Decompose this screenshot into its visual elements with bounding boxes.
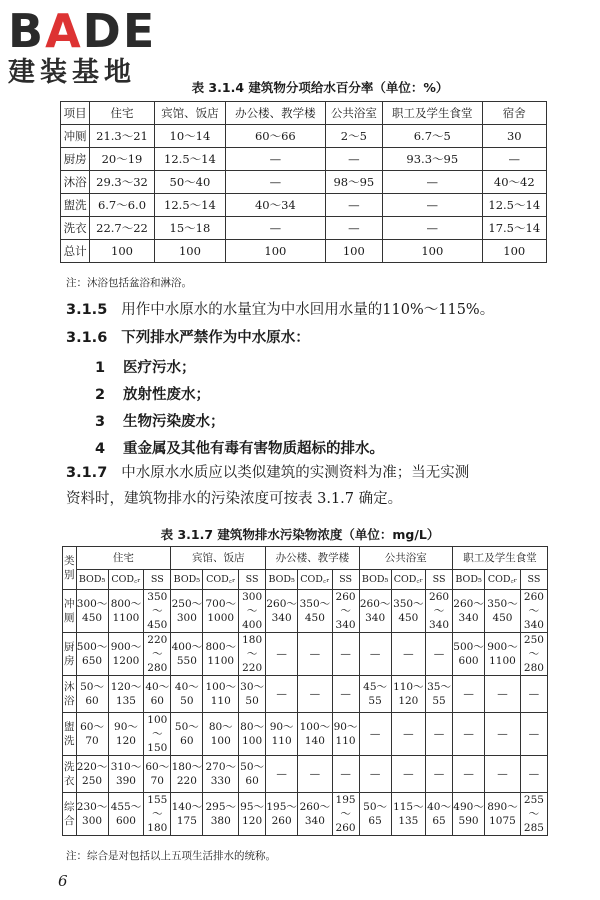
table-cell: 800～1100 [203,633,239,676]
table-cell: 400～550 [171,633,203,676]
row-label: 冲厕 [63,590,77,633]
table-cell: 12.5～14 [482,194,546,217]
table-cell: 95～120 [239,793,266,836]
table-cell: 890～1075 [485,793,521,836]
subcolumn-header: SS [332,570,359,590]
subcolumn-header: SS [426,570,453,590]
table-cell: 6.7～5 [383,125,483,148]
table-cell: — [226,148,326,171]
table-header-row [63,547,548,570]
group-header: 宾馆、饭店 [171,547,266,570]
table2-caption: 表 3.1.7 建筑物排水污染物浓度（单位：mg/L） [160,527,440,542]
list-item-text: 医疗污水； [123,360,196,376]
list-item-text: 生物污染废水； [123,414,225,430]
table-row [63,756,548,793]
row-label: 综合 [63,793,77,836]
table-cell: 100～110 [203,676,239,713]
table-row [61,240,547,263]
table-header-row [61,102,547,125]
table-cell: 255～285 [520,793,547,836]
table-cell: — [383,171,483,194]
table-cell: 10～14 [154,125,225,148]
table-row [63,713,548,756]
table-cell: 60～70 [76,713,108,756]
table-cell: 260～340 [266,590,298,633]
table-cell: 12.5～14 [154,194,225,217]
table-cell: 250～280 [520,633,547,676]
table-cell: 60～66 [226,125,326,148]
row-label: 沐浴 [63,676,77,713]
clause-number: 3.1.7 [66,465,108,481]
table-cell: 100 [383,240,483,263]
page-number: 6 [58,872,68,890]
table-cell: 800～1100 [108,590,144,633]
logo-letter-b: B [8,4,46,58]
table-cell: 195～260 [266,793,298,836]
table-cell: 93.3～95 [383,148,483,171]
table-cell: — [485,713,521,756]
group-header: 职工及学生食堂 [453,547,548,570]
table-cell: 30 [482,125,546,148]
table-cell: — [266,756,298,793]
table-row [61,217,547,240]
table1-note: 注：沐浴包括盆浴和淋浴。 [66,277,192,289]
table-cell: 260～340 [298,793,332,836]
table-cell: 155～180 [144,793,171,836]
water-ratio-table [60,101,547,263]
table-cell: 50～60 [171,713,203,756]
list-item [95,437,384,458]
table-subheader-row [63,570,548,590]
table-cell: — [226,217,326,240]
table-cell: 310～390 [108,756,144,793]
table-row [61,148,547,171]
table-cell: — [426,633,453,676]
logo-subtitle: 建装基地 [8,57,136,88]
table-cell: — [453,756,485,793]
subcolumn-header: COD꜀ᵣ [108,570,144,590]
table-cell: 260～340 [520,590,547,633]
table-cell: 260～340 [332,590,359,633]
clause-text-line1: 中水原水水质应以类似建筑的实测资料为准；当无实测 [121,465,470,481]
table-cell: 180～220 [171,756,203,793]
subcolumn-header: BOD₅ [359,570,391,590]
row-label: 盥洗 [61,194,90,217]
table-cell: 100 [154,240,225,263]
table-row [63,590,548,633]
table-cell: 50～65 [359,793,391,836]
subcolumn-header: BOD₅ [266,570,298,590]
table-row [61,125,547,148]
subcolumn-header: COD꜀ᵣ [391,570,425,590]
table-cell: 455～600 [108,793,144,836]
table-cell: 220～250 [76,756,108,793]
row-label: 盥洗 [63,713,77,756]
table-cell: 350～450 [298,590,332,633]
subcolumn-header: BOD₅ [76,570,108,590]
table-cell: 29.3～32 [90,171,154,194]
logo-wordmark [8,6,183,56]
clause-3-1-6 [66,328,310,348]
table-cell: 40～65 [426,793,453,836]
logo-letter-a: A [45,4,83,58]
table-cell: 110～120 [391,676,425,713]
table-cell: — [332,756,359,793]
table-cell: 100 [90,240,154,263]
group-header: 公共浴室 [359,547,452,570]
table-row [61,171,547,194]
table-cell: — [359,633,391,676]
table-cell: 20～19 [90,148,154,171]
row-label: 厨房 [63,633,77,676]
table-cell: 90～110 [266,713,298,756]
clause-3-1-7 [66,463,469,483]
table-cell: 270～330 [203,756,239,793]
row-label: 洗衣 [63,756,77,793]
table-cell: 30～50 [239,676,266,713]
table-cell: 98～95 [325,171,382,194]
row-label: 总计 [61,240,90,263]
table-cell: 350～450 [144,590,171,633]
table-cell: 40～34 [226,194,326,217]
column-header: 项目 [61,102,90,125]
table-cell: 80～100 [203,713,239,756]
table-cell: 90～110 [332,713,359,756]
table-cell: — [520,713,547,756]
table-cell: — [482,148,546,171]
table-cell: — [391,633,425,676]
table-cell: — [520,756,547,793]
bade-logo [8,6,183,88]
table-row [63,793,548,836]
table-cell: 35～55 [426,676,453,713]
clause-text: 用作中水原水的水量宜为中水回用水量的110%～115%。 [121,302,495,318]
subcolumn-header: BOD₅ [453,570,485,590]
table-cell: 12.5～14 [154,148,225,171]
clause-number: 3.1.6 [66,330,108,346]
table-cell: — [266,676,298,713]
table-cell: — [325,148,382,171]
subcolumn-header: COD꜀ᵣ [298,570,332,590]
list-item [95,410,225,431]
table-cell: — [391,756,425,793]
table-cell: 140～175 [171,793,203,836]
table-cell: 350～450 [391,590,425,633]
table-cell: 230～300 [76,793,108,836]
list-item-text: 放射性废水； [123,387,210,403]
table-cell: 100 [325,240,382,263]
table-cell: 40～50 [171,676,203,713]
corner-header: 类别 [63,547,77,590]
pollutant-concentration-table [62,546,548,836]
table-cell: 90～120 [108,713,144,756]
list-item-number: 3 [95,414,106,430]
table2-note: 注：综合是对包括以上五项生活排水的统称。 [66,850,276,862]
table-cell: 295～380 [203,793,239,836]
table-cell: — [485,756,521,793]
row-label: 厨房 [61,148,90,171]
table-cell: 490～590 [453,793,485,836]
column-header: 宿舍 [482,102,546,125]
list-item [95,383,210,404]
table-cell: 22.7～22 [90,217,154,240]
table-cell: 900～1200 [108,633,144,676]
table-cell: — [298,633,332,676]
table-cell: 500～600 [453,633,485,676]
table-row [61,194,547,217]
table-cell: 40～60 [144,676,171,713]
table-cell: 195～260 [332,793,359,836]
table-cell: 45～55 [359,676,391,713]
clause-3-1-5 [66,300,494,320]
subcolumn-header: SS [239,570,266,590]
column-header: 职工及学生食堂 [383,102,483,125]
table-cell: — [426,756,453,793]
table-cell: 350～450 [485,590,521,633]
table-cell: 80～100 [239,713,266,756]
table-cell: 260～340 [426,590,453,633]
table-cell: — [383,194,483,217]
list-item-number: 2 [95,387,106,403]
subcolumn-header: SS [144,570,171,590]
table-cell: 180～220 [239,633,266,676]
table-cell: 115～135 [391,793,425,836]
table-cell: — [383,217,483,240]
table1-caption: 表 3.1.4 建筑物分项给水百分率（单位：%） [191,80,449,95]
table-cell: 2～5 [325,125,382,148]
table-cell: 100 [482,240,546,263]
subcolumn-header: COD꜀ᵣ [485,570,521,590]
table-cell: 100～140 [298,713,332,756]
table-cell: 50～60 [76,676,108,713]
row-label: 冲厕 [61,125,90,148]
subcolumn-header: COD꜀ᵣ [203,570,239,590]
table-cell: 500～650 [76,633,108,676]
list-item-number: 1 [95,360,106,376]
table-cell: — [520,676,547,713]
table-cell: — [298,676,332,713]
table-cell: — [453,676,485,713]
table-cell: 17.5～14 [482,217,546,240]
table-cell: 300～400 [239,590,266,633]
table-cell: 260～340 [359,590,391,633]
subcolumn-header: SS [520,570,547,590]
list-item [95,356,196,377]
table-cell: 21.3～21 [90,125,154,148]
table-cell: — [359,756,391,793]
table-cell: — [332,676,359,713]
table-cell: — [391,713,425,756]
table-cell: 100 [226,240,326,263]
table-cell: 220～280 [144,633,171,676]
table-cell: 300～450 [76,590,108,633]
list-item-text: 重金属及其他有毒有害物质超标的排水。 [123,441,384,457]
table-cell: 100～150 [144,713,171,756]
group-header: 住宅 [76,547,171,570]
list-item-number: 4 [95,441,106,457]
group-header: 办公楼、教学楼 [266,547,359,570]
table-cell: 700～1000 [203,590,239,633]
table-cell: — [453,713,485,756]
column-header: 公共浴室 [325,102,382,125]
table-cell: — [359,713,391,756]
column-header: 住宅 [90,102,154,125]
table-row [63,676,548,713]
table-cell: 60～70 [144,756,171,793]
clause-number: 3.1.5 [66,302,108,318]
subcolumn-header: BOD₅ [171,570,203,590]
table-cell: 50～40 [154,171,225,194]
table-cell: — [298,756,332,793]
table-cell: 900～1100 [485,633,521,676]
table-cell: — [485,676,521,713]
table-cell: 15～18 [154,217,225,240]
logo-letters-de: DE [82,4,157,58]
column-header: 办公楼、教学楼 [226,102,326,125]
table-cell: 50～60 [239,756,266,793]
clause-text: 下列排水严禁作为中水原水： [121,330,310,346]
table-cell: — [332,633,359,676]
row-label: 沐浴 [61,171,90,194]
table-cell: — [226,171,326,194]
column-header: 宾馆、饭店 [154,102,225,125]
clause-3-1-7-cont: 资料时，建筑物排水的污染浓度可按表 3.1.7 确定。 [66,491,403,507]
table-cell: 40～42 [482,171,546,194]
table-cell: — [426,713,453,756]
table-cell: — [266,633,298,676]
table-cell: — [325,217,382,240]
row-label: 洗衣 [61,217,90,240]
table-cell: 6.7～6.0 [90,194,154,217]
table-cell: 250～300 [171,590,203,633]
table-cell: — [325,194,382,217]
table-cell: 260～340 [453,590,485,633]
table-cell: 120～135 [108,676,144,713]
table-row [63,633,548,676]
